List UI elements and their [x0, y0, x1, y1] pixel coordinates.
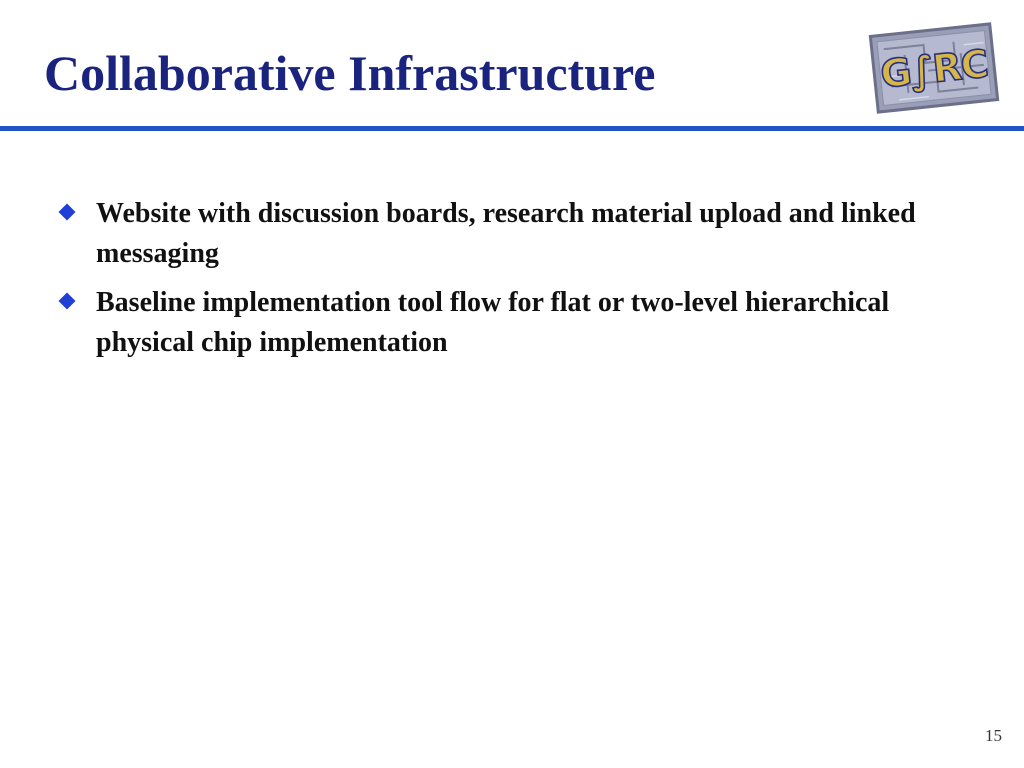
bullet-text: Baseline implementation tool flow for flat or two-level hierarchical physical chip implementation: [96, 287, 890, 358]
diamond-bullet-icon: [59, 293, 76, 310]
title-divider: [0, 126, 1024, 131]
bullet-text: Website with discussion boards, research material upload and linked messaging: [96, 198, 916, 269]
bullet-item: [58, 194, 978, 274]
diamond-bullet-icon: [59, 204, 76, 221]
bullet-item: [58, 283, 978, 363]
slide-title: Collaborative Infrastructure: [44, 45, 656, 101]
gsrc-logo: [866, 22, 1002, 114]
page-number: 15: [985, 726, 1002, 745]
svg-text:G∫RC: G∫RC: [878, 41, 990, 97]
bullet-list: [58, 194, 978, 372]
